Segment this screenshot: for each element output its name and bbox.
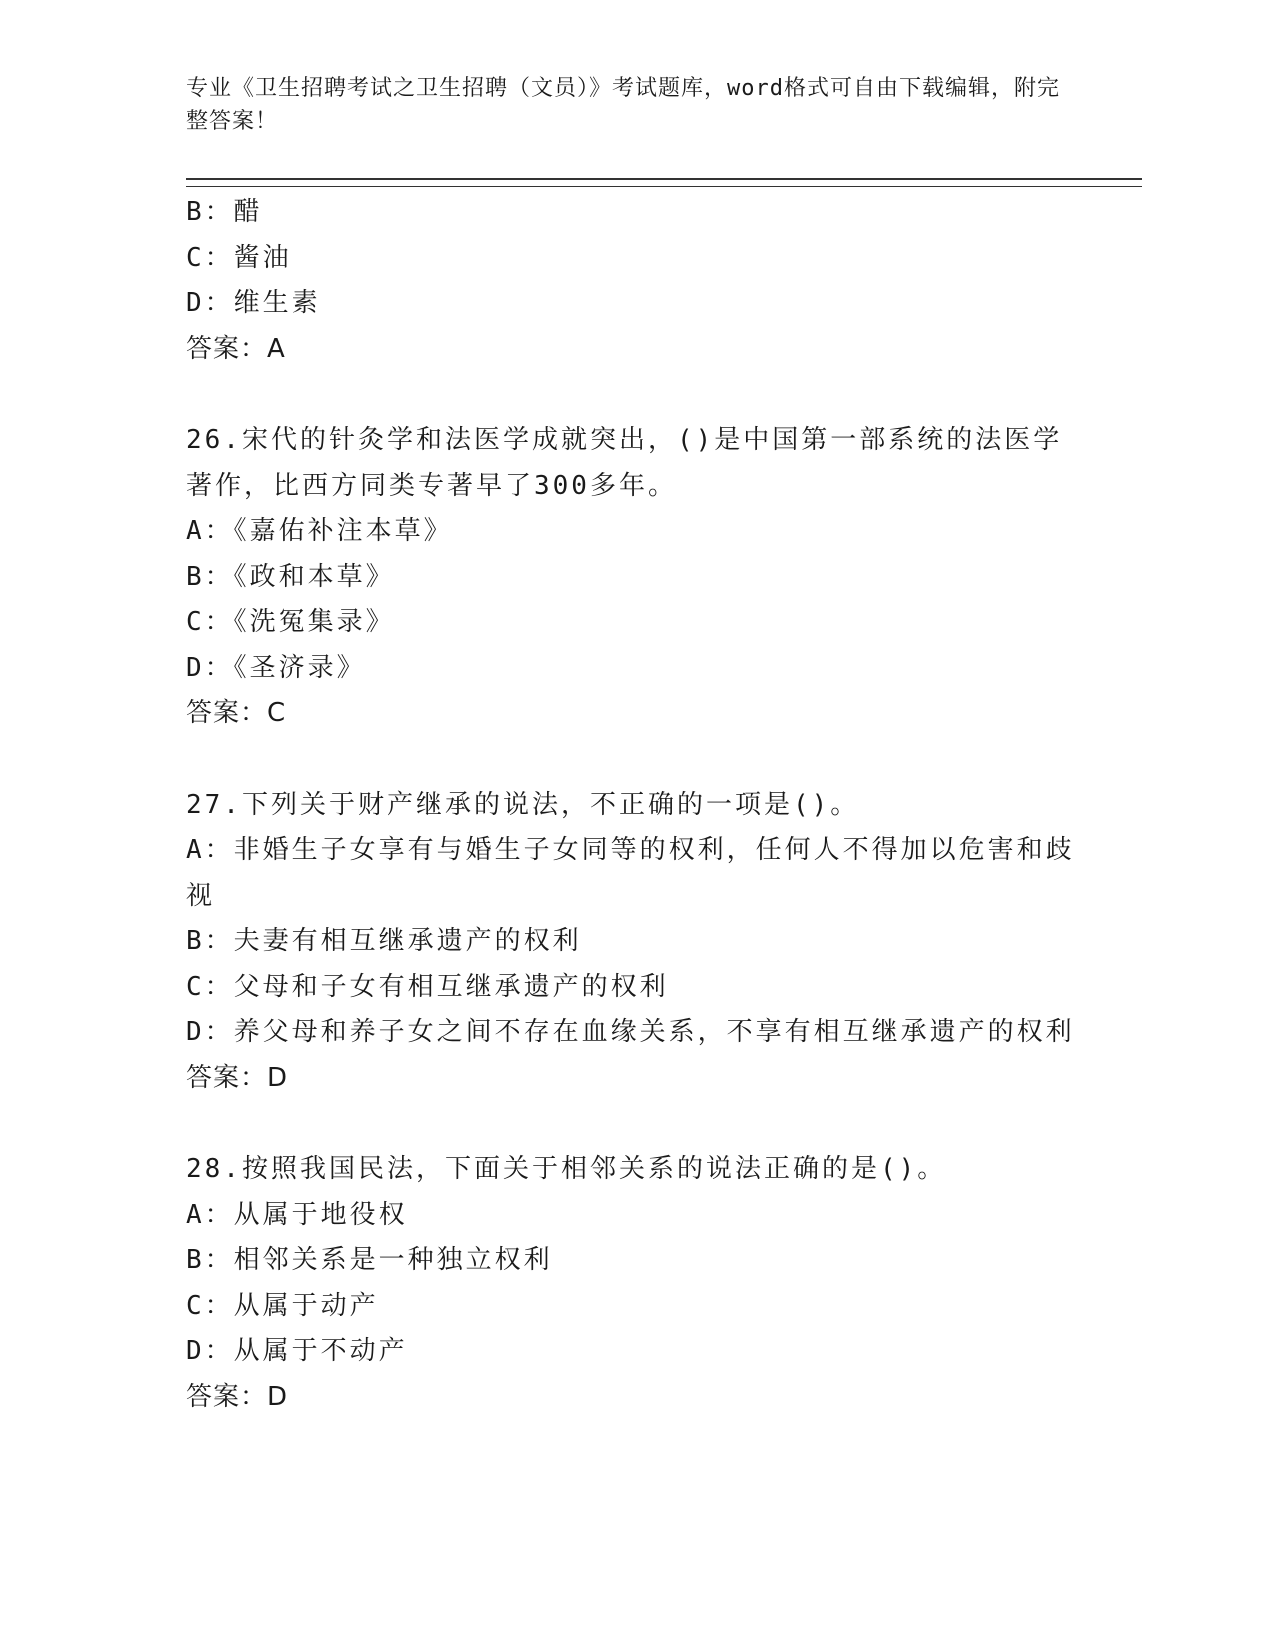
option-d: D：从属于不动产: [186, 1336, 408, 1366]
option-c: C：酱油: [186, 242, 292, 273]
question-stem: 26.宋代的针灸学和法医学成就突出，()是中国第一部系统的法医学著作，比西方同类专著早了300多年。: [186, 425, 1063, 501]
question-stem: 27.下列关于财产继承的说法，不正确的一项是()。: [186, 789, 860, 820]
option-d: D：维生素: [186, 288, 321, 318]
header-title: 专业《卫生招聘考试之卫生招聘（文员）》考试题库，word格式可自由下载编辑，附完整答案！: [186, 76, 1060, 134]
option-c: C：从属于动产: [186, 1290, 379, 1321]
option-b: B：夫妻有相互继承遗产的权利: [186, 926, 582, 956]
question-26: [186, 418, 1086, 737]
question-stem: 28.按照我国民法，下面关于相邻关系的说法正确的是()。: [186, 1154, 947, 1184]
answer-line: 答案：A: [186, 333, 286, 364]
option-b: B：醋: [186, 197, 263, 227]
page-header: [186, 72, 1066, 138]
question-27: [186, 783, 1086, 1102]
question-content: [186, 190, 1086, 1420]
answer-line: 答案：C: [186, 698, 287, 728]
option-a: A：非婚生子女享有与婚生子女同等的权利，任何人不得加以危害和歧视: [186, 835, 1075, 911]
option-a: A：从属于地役权: [186, 1199, 408, 1230]
option-b: B：相邻关系是一种独立权利: [186, 1245, 553, 1275]
option-c: C：父母和子女有相互继承遗产的权利: [186, 971, 669, 1002]
option-c: C：《洗冤集录》: [186, 607, 395, 637]
option-b: B：《政和本草》: [186, 561, 395, 592]
option-a: A：《嘉佑补注本草》: [186, 516, 453, 546]
question-28: [186, 1147, 1086, 1420]
prev-question: [186, 190, 1086, 372]
answer-line: 答案：D: [186, 1381, 289, 1412]
option-d: D：养父母和养子女之间不存在血缘关系，不享有相互继承遗产的权利: [186, 1017, 1075, 1047]
header-divider: [186, 178, 1142, 187]
option-d: D：《圣济录》: [186, 652, 366, 683]
answer-line: 答案：D: [186, 1062, 289, 1093]
